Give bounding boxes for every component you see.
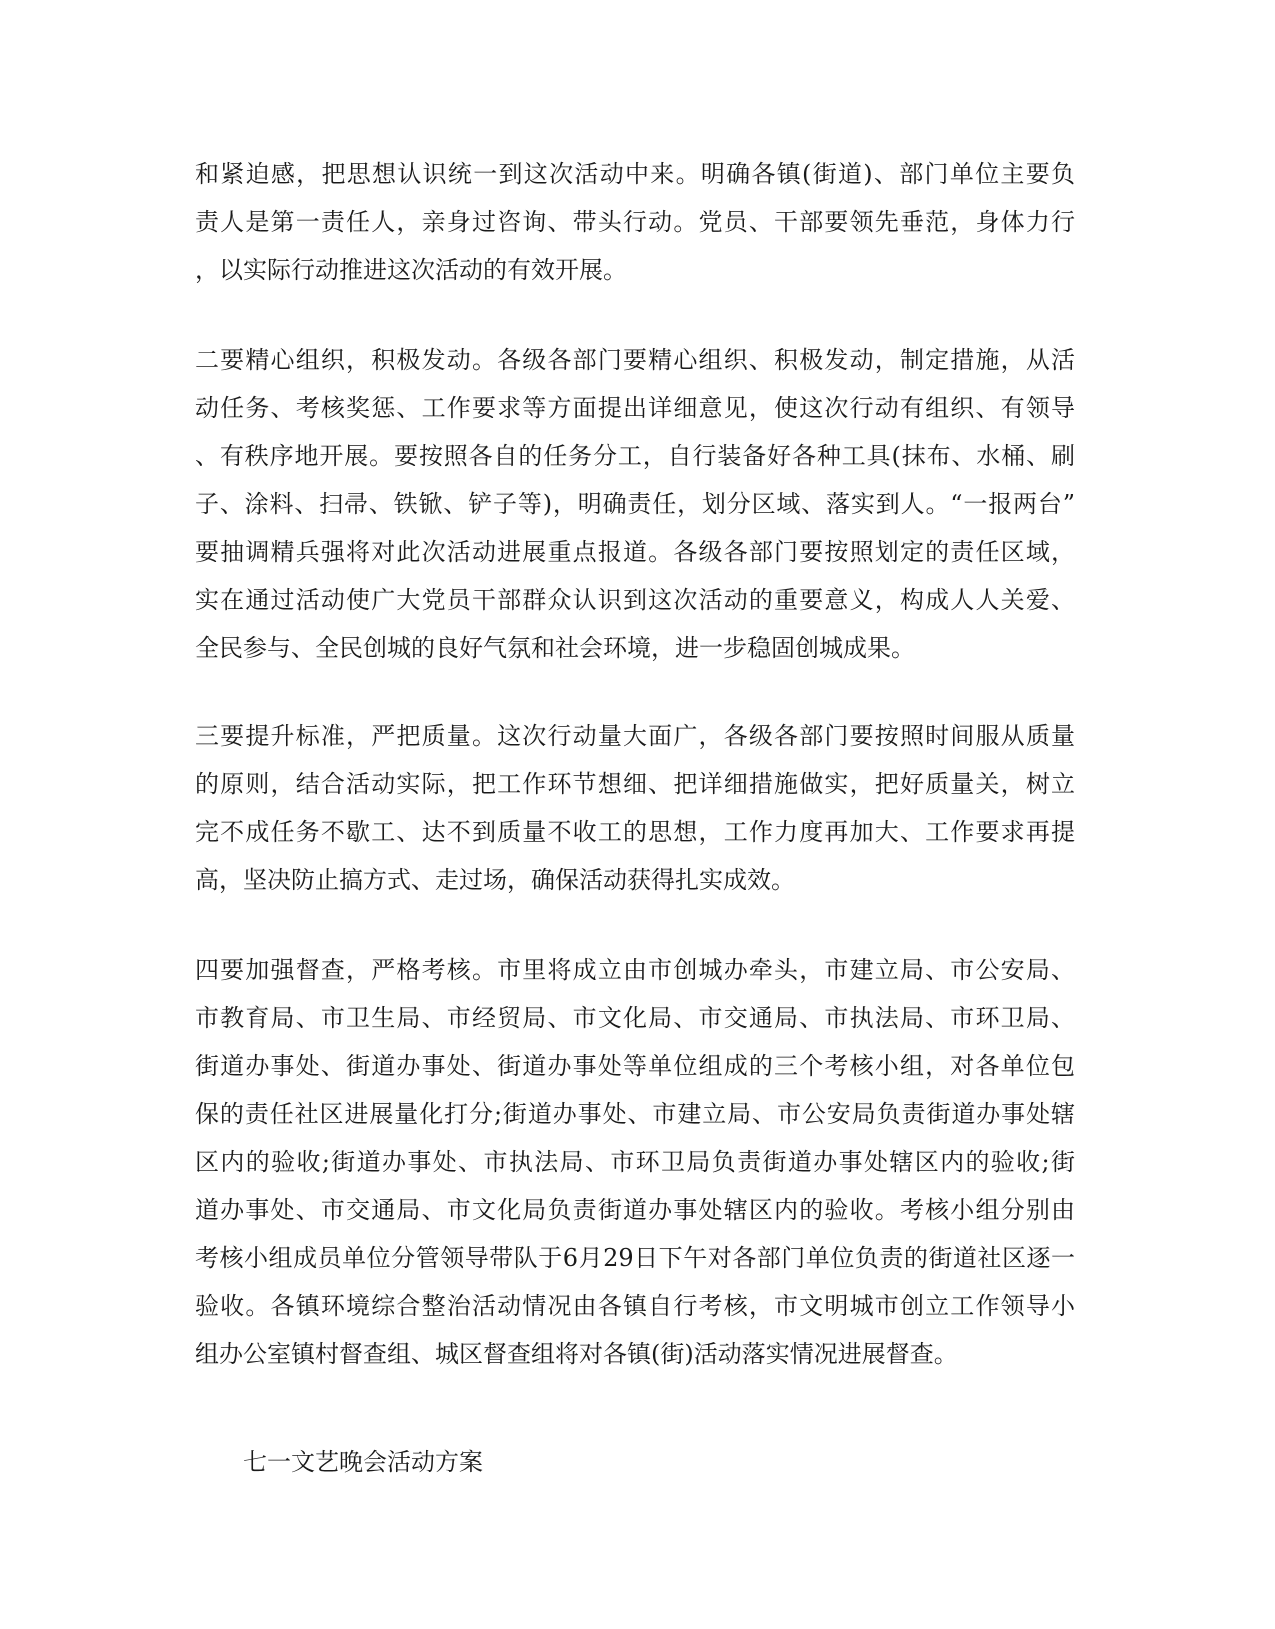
paragraph-line: ，以实际行动推进这次活动的有效开展。 <box>195 256 627 284</box>
paragraph-line: 三要提升标准，严把质量。这次行动量大面广，各级各部门要按照时间服从质量 <box>195 722 1075 750</box>
paragraph-line: 四要加强督查，严格考核。市里将成立由市创城办牵头，市建立局、市公安局、 <box>195 956 1075 984</box>
paragraph-line: 验收。各镇环境综合整治活动情况由各镇自行考核，市文明城市创立工作领导小 <box>195 1292 1075 1320</box>
paragraph-3 <box>195 712 1075 904</box>
paragraph-line: 道办事处、市交通局、市文化局负责街道办事处辖区内的验收。考核小组分别由 <box>195 1196 1075 1224</box>
paragraph-line: 要抽调精兵强将对此次活动进展重点报道。各级各部门要按照划定的责任区域， <box>195 538 1075 566</box>
paragraph-line: 完不成任务不歇工、达不到质量不收工的思想，工作力度再加大、工作要求再提 <box>195 818 1075 846</box>
paragraph-line: 街道办事处、街道办事处、街道办事处等单位组成的三个考核小组，对各单位包 <box>195 1052 1075 1080</box>
paragraph-line: 子、涂料、扫帚、铁锨、铲子等)，明确责任，划分区域、落实到人。“一报两台” <box>195 490 1075 518</box>
paragraph-line: 保的责任社区进展量化打分;街道办事处、市建立局、市公安局负责街道办事处辖 <box>195 1100 1075 1128</box>
paragraph-line: 全民参与、全民创城的良好气氛和社会环境，进一步稳固创城成果。 <box>195 634 915 662</box>
paragraph-line: 区内的验收;街道办事处、市执法局、市环卫局负责街道办事处辖区内的验收;街 <box>195 1148 1075 1176</box>
paragraph-4 <box>195 946 1075 1378</box>
paragraph-2 <box>195 336 1075 672</box>
paragraph-line: 动任务、考核奖惩、工作要求等方面提出详细意见，使这次行动有组织、有领导 <box>195 394 1075 422</box>
paragraph-line: 的原则，结合活动实际，把工作环节想细、把详细措施做实，把好质量关，树立 <box>195 770 1075 798</box>
paragraph-line: 考核小组成员单位分管领导带队于6月29日下午对各部门单位负责的街道社区逐一 <box>195 1244 1075 1272</box>
paragraph-line: 市教育局、市卫生局、市经贸局、市文化局、市交通局、市执法局、市环卫局、 <box>195 1004 1075 1032</box>
section-heading: 七一文艺晚会活动方案 <box>243 1448 483 1476</box>
paragraph-line: 实在通过活动使广大党员干部群众认识到这次活动的重要意义，构成人人关爱、 <box>195 586 1075 614</box>
paragraph-line: 和紧迫感，把思想认识统一到这次活动中来。明确各镇(街道)、部门单位主要负 <box>195 160 1075 188</box>
paragraph-line: 组办公室镇村督查组、城区督查组将对各镇(街)活动落实情况进展督查。 <box>195 1340 958 1368</box>
paragraph-line: 责人是第一责任人，亲身过咨询、带头行动。党员、干部要领先垂范，身体力行 <box>195 208 1075 236</box>
paragraph-line: 高，坚决防止搞方式、走过场，确保活动获得扎实成效。 <box>195 866 795 894</box>
paragraph-line: 二要精心组织，积极发动。各级各部门要精心组织、积极发动，制定措施，从活 <box>195 346 1075 374</box>
paragraph-1 <box>195 150 1075 294</box>
paragraph-line: 、有秩序地开展。要按照各自的任务分工，自行装备好各种工具(抹布、水桶、刷 <box>195 442 1075 470</box>
